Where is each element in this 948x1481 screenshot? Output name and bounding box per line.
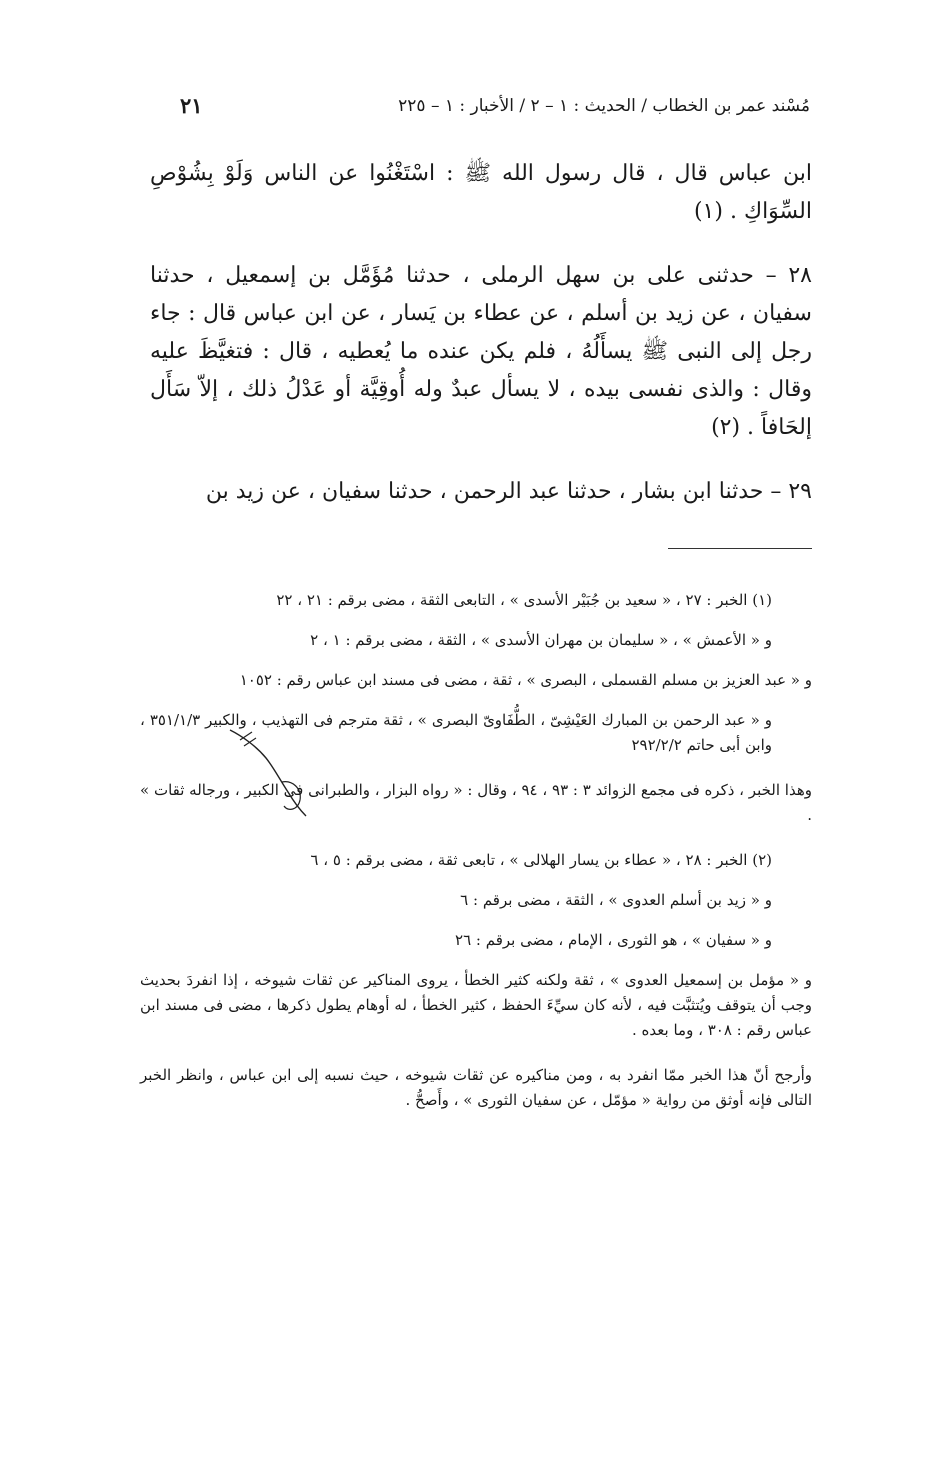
text-line: ابن عباس قال ، قال رسول الله ﷺ : اسْتَغْنُوا عن الناس وَلَوْ بِشُوْصِ xyxy=(150,161,812,186)
header-title: مُسْند عمر بن الخطاب / الحديث : ١ – ٢ / الأخبار : ١ – ٢٢٥ xyxy=(398,96,810,116)
footnote-1: (١) الخبر : ٢٧ ، « سعيد بن جُبَيْر الأسدى » ، التابعى الثقة ، مضى برقم : ٢١ ، ٢٢ xyxy=(276,591,772,609)
handwritten-mark xyxy=(222,722,342,822)
footnote-2: (٢) الخبر : ٢٨ ، « عطاء بن يسار الهلالى » ، تابعى ثقة ، مضى برقم : ٥ ، ٦ xyxy=(310,851,772,869)
footnote-2-line: و « سفيان » ، هو الثورى ، الإمام ، مضى برقم : ٢٦ xyxy=(455,931,772,949)
hadith-29-text xyxy=(150,473,812,511)
footnote-1-line: و « عبد العزيز بن مسلم القسملى ، البصرى » ، ثقة ، مضى فى مسند ابن عباس رقم : ١٠٥٢ xyxy=(239,671,812,689)
text-line: ٢٨ – حدثنى على بن سهل الرملى ، حدثنا مُؤَمَّل بن إسمعيل ، حدثنا xyxy=(150,263,812,288)
text-line: نفسى بيده ، لا يسأل عبدٌ وله أُوقِيَّة أو عَدْلُ ذلك ، إلاّ سَأَل إلحَافاً . (٢) xyxy=(150,377,812,440)
footnote-1-line: وهذا الخبر ، ذكره فى مجمع الزوائد ٣ : ٩٣ ، ٩٤ ، وقال : « رواه البزار ، والطبرانى فى الكبير ، ورجاله ثقات » . xyxy=(140,781,812,824)
text-line: إلى النبى ﷺ يسأَلُهُ ، فلم يكن عنده ما يُعطيه ، قال : فتغيَّظَ عليه وقال : والذى xyxy=(150,339,812,402)
text-line: السِّوَاكِ . (١) xyxy=(693,199,812,224)
footnote-1-line: و « الأعمش » ، « سليمان بن مهران الأسدى » ، الثقة ، مضى برقم : ١ ، ٢ xyxy=(310,631,772,649)
page-number: ٢١ xyxy=(180,93,203,118)
footnote-2-line: و « مؤمل بن إسمعيل العدوى » ، ثقة ولكنه كثير الخطأ ، يروى المناكير عن ثقات شيوخه ، إذا انفردَ بحديث وجب أن يتوقف ويُتثبَّت فيه ، لأنه كان سيِّءَ الحفظ ، كثير الخطأ ، له أوهام يطول ذكرها ، مضى فى مسند ابن عباس رقم : ٣٠٨ ، وما بعده . xyxy=(140,971,812,1039)
footnotes xyxy=(140,588,812,1113)
text-line: ٢٩ – حدثنا ابن بشار ، حدثنا عبد الرحمن ، حدثنا سفيان ، عن زيد بن xyxy=(205,479,812,504)
running-header xyxy=(180,93,810,126)
hadith-28-text xyxy=(150,257,812,447)
main-text xyxy=(150,155,812,511)
hadith-27-text xyxy=(150,155,812,231)
text-line: سفيان ، عن زيد بن أسلم ، عن عطاء بن يَسار ، عن ابن عباس قال : جاء رجل xyxy=(150,301,812,364)
footnote-2-line: وأرجح أنّ هذا الخبر ممّا انفرد به ، ومن مناكيره عن ثقات شيوخه ، حيث نسبه إلى ابن عباس ، وانظر الخبر التالى فإنه أوثق من رواية « مؤمّل ، عن سفيان الثورى » ، وأَصحُّ . xyxy=(140,1066,812,1109)
footnote-1-line: و « عبد الرحمن بن المبارك العَيْشِىّ ، الطُّفَاوىّ البصرى » ، ثقة مترجم فى التهذيب ، والكبير ٣٥١/١/٣ ، وابن أبى حاتم ٢٩٢/٢/٢ xyxy=(140,711,773,754)
footnote-divider xyxy=(668,548,812,549)
footnote-2-line: و « زيد بن أسلم العدوى » ، الثقة ، مضى برقم : ٦ xyxy=(460,891,772,909)
